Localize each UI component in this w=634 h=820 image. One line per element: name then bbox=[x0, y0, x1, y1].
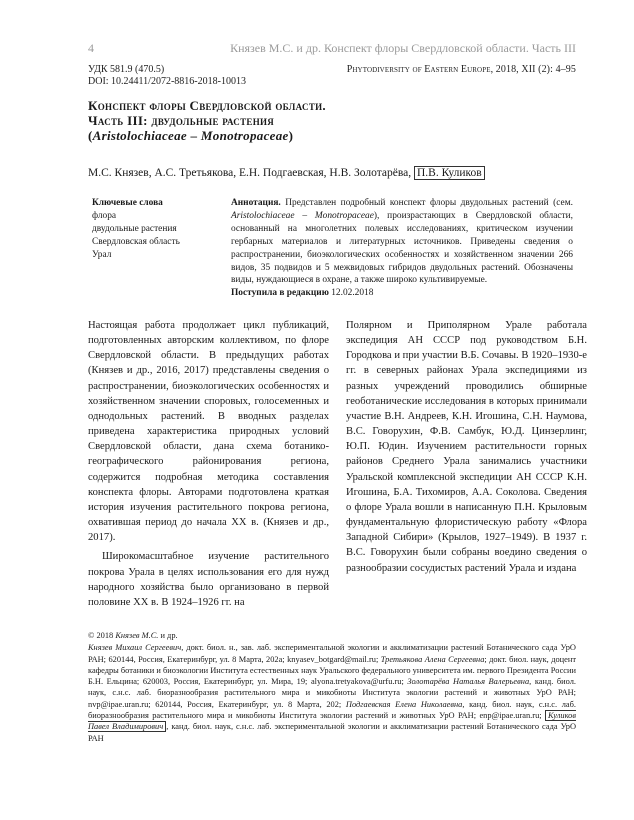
keyword-item: Свердловская область bbox=[92, 237, 180, 247]
abstract: Аннотация. Представлен подробный конспект флоры двудольных растений (сем. Aristolochiaceae – Monotropaceae), произрастающих в Свердловской области, основанный на многолетних полевых исследованиях, критическом изучении гербарных материалов и литературных источников. Приведены сведения о распространении, биоэкологических особенностях и хозяйственном значении 266 видов, 35 подвидов и 5 межвидовых гибридов двудольных растений. Обозначены виды, нуждающиеся в охране, а также широко культивируемые. Поступила в редакцию 12.02.2018 bbox=[231, 198, 573, 299]
keyword-item: двудольные растения bbox=[92, 224, 177, 234]
author-footnote bbox=[88, 630, 576, 744]
body-column-right bbox=[346, 318, 587, 576]
paragraph: Полярном и Приполярном Урале работала экспедиция АН СССР под руководством Б.Н. Городкова и при участии В.Б. Сочавы. В 1920–1930-е гг. в северных районах Урала экспедициями из разных учреждений проводились обширные геоботанические исследования в которых принимали участие В.Н. Андреев, К.Н. Игошина, С.Н. Наумова, В.С. Говорухин, Ф.В. Самбук, Ю.Д. Цинзерлинг, Ю.П. Юдин. Изучением растительности горных районов Среднего Урала занимались участники Уральской комплексной экспедиции АН СССР К.Н. Игошина, Б.А. Тихомиров, А.А. Соколова. Сведения о флоре Урала вошли в написанную П.Н. Крыловым фундаментальную флористическую работу «Флора Западной Сибири» (Крылов, 1927–1949). В 1937 г. В.С. Говорухин были собраны воедино сведения о разнообразии сосудистых растений Урала и издана bbox=[346, 320, 587, 574]
running-head bbox=[88, 41, 576, 57]
journal-citation: Phytodiversity of Eastern Europe, 2018, XII (2): 4–95 bbox=[346, 64, 576, 75]
abstract-label: Аннотация. bbox=[231, 198, 281, 208]
taxon-from: Aristolochiaceae bbox=[92, 128, 187, 143]
paragraph: Широкомасштабное изучение растительного покрова Урала в целях использования его для нужд народного хозяйства было организовано в первой половине XX в. В 1924–1926 гг. на bbox=[88, 551, 329, 608]
author-list bbox=[88, 166, 568, 180]
highlighted-author-footnote: Куликов Павел Владимирович bbox=[88, 711, 576, 732]
article-meta bbox=[88, 64, 576, 88]
title-line-2: Часть III: двудольные растения bbox=[88, 113, 275, 128]
doi[interactable]: DOI: 10.24411/2072-8816-2018-10013 bbox=[88, 76, 246, 87]
paragraph: Настоящая работа продолжает цикл публикаций, подготовленных авторским коллективом, по флоре Свердловской области. В предыдущих работах (Князев и др., 2016, 2017) представлены сведения о распространении, биоэкологических особенностях и хозяйственном значении споровых, голосеменных и однодольных растений. В вводных разделах приведена характеристика природных условий Свердловской области, дана схема ботанико-географического районирования региона, содержится подробная методика составления конспекта флоры. Авторами подготовлена краткая история изучения растительного покрова региона, охватившая период до начала XX в. (Князев и др., 2017). bbox=[88, 320, 329, 544]
running-title: Князев М.С. и др. Конспект флоры Свердловской области. Часть III bbox=[230, 41, 576, 55]
keywords-heading: Ключевые слова bbox=[92, 198, 163, 208]
received-date: Поступила в редакцию 12.02.2018 bbox=[231, 288, 374, 299]
keyword-item: Урал bbox=[92, 250, 112, 260]
udc-code: УДК 581.9 (470.5) bbox=[88, 64, 165, 75]
article-title bbox=[88, 98, 558, 143]
highlighted-author: П.В. Куликов bbox=[414, 166, 485, 180]
page-number: 4 bbox=[88, 41, 94, 55]
authors-main: М.С. Князев, А.С. Третьякова, Е.Н. Подгаевская, Н.В. Золотарёва, bbox=[88, 167, 414, 179]
keywords-block bbox=[92, 197, 212, 262]
keyword-item: флора bbox=[92, 211, 117, 221]
title-taxa: (Aristolochiaceae – Monotropaceae) bbox=[88, 128, 294, 143]
title-line-1: Конспект флоры Свердловской области. bbox=[88, 98, 326, 113]
copyright-line: © 2018 Князев М.С. и др. bbox=[88, 631, 178, 640]
taxon-to: Monotropaceae bbox=[200, 128, 289, 143]
author-affiliations: Князев Михаил Сергеевич, докт. биол. н., зав. лаб. экспериментальной экологии и акклиматизации растений Ботанического сада УрО РАН; 620144, Россия, Екатеринбург, ул. 8 Марта, 202а; knyasev_botgard@mail.ru; Третьякова Алена Сергеевна; докт. биол. наук, доцент кафедры ботаники и биоэкологии Института естественных наук Уральского федерального университета им. первого Президента России Б.Н. Ельцина; 620003, Россия, Екатеринбург, ул. Мира, 19; alyona.tretyakova@urfu.ru; Золотарёва Наталья Валерьевна, канд. биол. наук, с.н.с. лаб. биоразнообразия растительного мира и микобиоты Института экологии растений и животных УрО РАН; nvp@ipae.uran.ru; 620144, Россия, Екатеринбург, ул. 8 Марта, 202; Подгаевская Елена Николаевна, канд. биол. наук, с.н.с. лаб. биоразнообразия растительного мира и микобиоты Института экологии растений и животных УрО РАН; enp@ipae.uran.ru; Куликов Павел Владимирович , канд. биол. наук, с.н.с. лаб. экспериментальной экологии и акклиматизации растений Ботанического сада УрО РАН bbox=[88, 643, 576, 743]
body-column-left bbox=[88, 318, 329, 610]
